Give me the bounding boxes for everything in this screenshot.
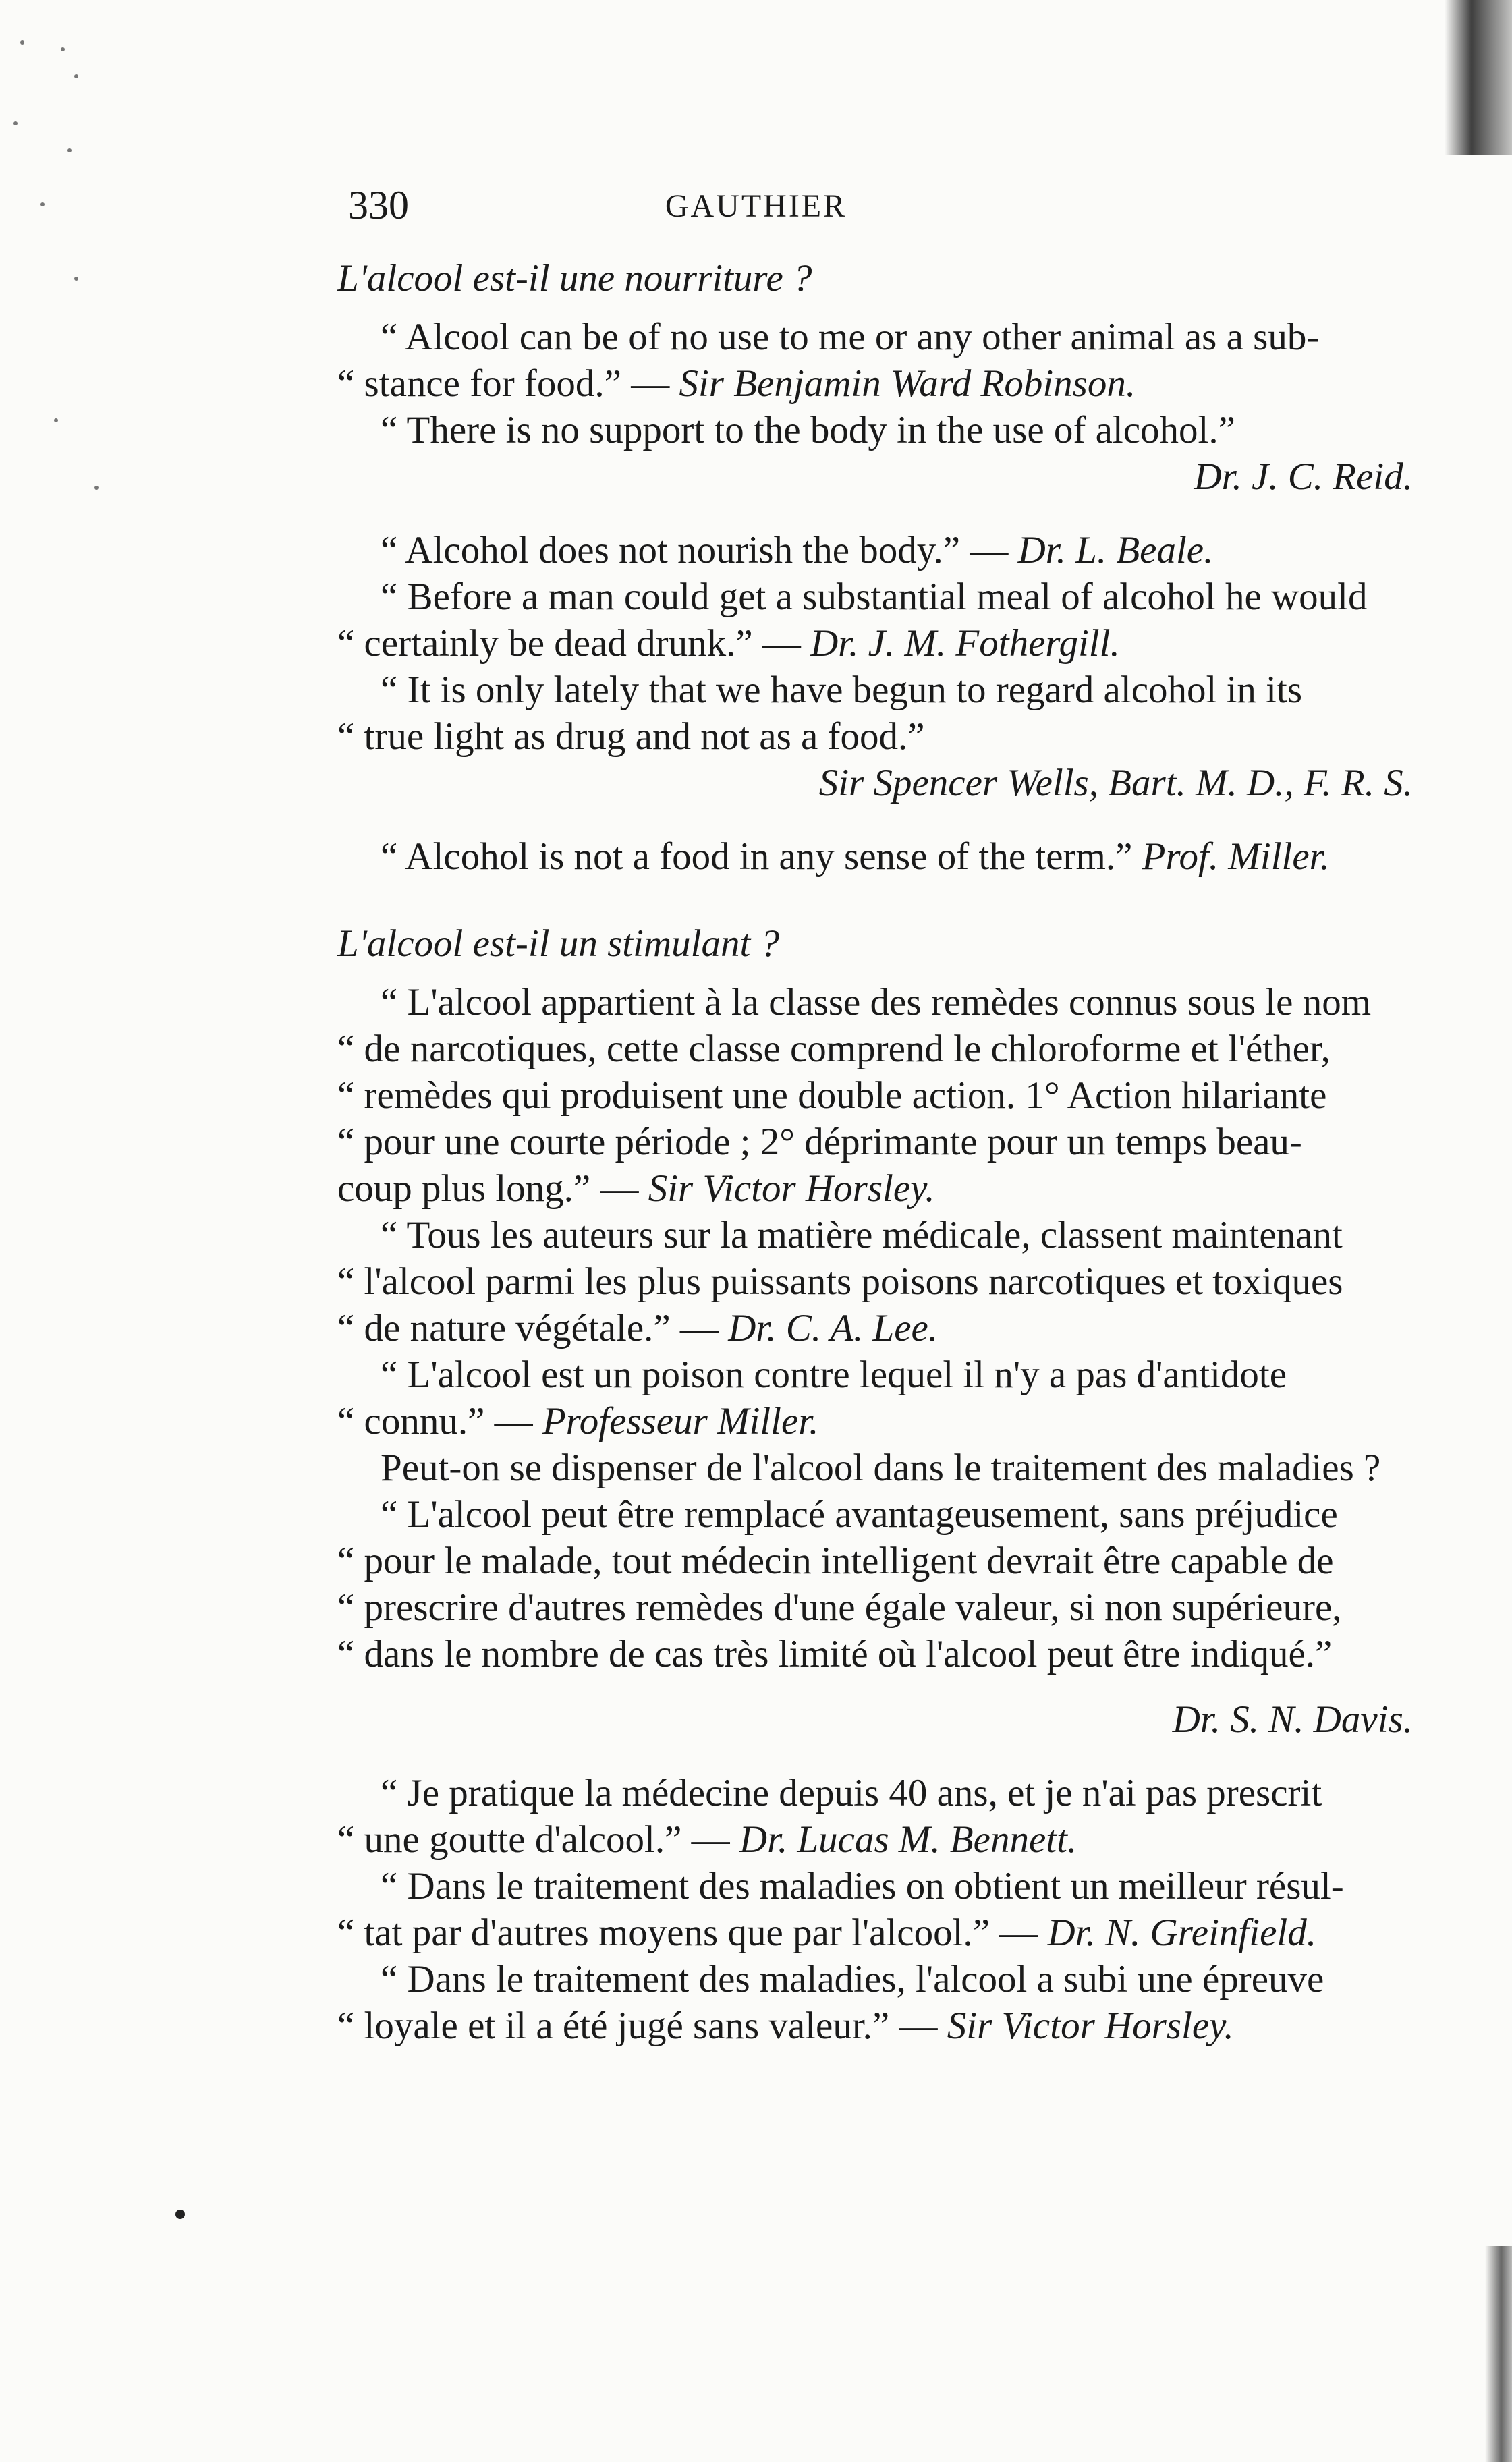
quote-miller-poison <box>337 1351 1436 1445</box>
quote-line: “ Dans le traitement des maladies, l'alcool a subi une épreuve <box>381 1958 1324 2001</box>
quote-horsley-epreuve <box>337 1956 1436 2049</box>
quote-line: “ de narcotiques, cette classe comprend le chloroforme et l'éther, <box>337 1028 1331 1070</box>
quote-line: “ Tous les auteurs sur la matière médicale, classent maintenant <box>381 1214 1343 1256</box>
quote-attribution: Dr. C. A. Lee. <box>728 1307 939 1349</box>
quote-davis <box>337 1491 1436 1677</box>
quote-attribution: Sir Benjamin Ward Robinson. <box>679 362 1136 405</box>
quote-line: “ Je pratique la médecine depuis 40 ans, et je n'ai pas prescrit <box>381 1772 1322 1814</box>
section-heading-stimulant: L'alcool est-il un stimulant ? <box>337 922 780 965</box>
page-edge-shadow-top <box>1445 0 1512 155</box>
quote-line: “ Alcool can be of no use to me or any other animal as a sub- <box>381 316 1320 358</box>
quote-reid <box>337 407 1436 453</box>
quote-horsley-narcotiques <box>337 979 1436 1212</box>
quote-fothergill <box>337 573 1436 667</box>
quote-attribution: Sir Spencer Wells, Bart. M. D., F. R. S. <box>818 762 1413 804</box>
quote-attribution: Sir Victor Horsley. <box>947 2005 1234 2047</box>
quote-robinson <box>337 314 1436 407</box>
quote-lee <box>337 1212 1436 1351</box>
quote-attribution: Prof. Miller. <box>1142 835 1330 878</box>
quote-wells <box>337 667 1436 760</box>
quote-line: “ Before a man could get a substantial meal of alcohol he would <box>381 576 1368 618</box>
quote-line: “ stance for food.” — <box>337 362 679 405</box>
page-body <box>337 255 1436 2049</box>
quote-bennett <box>337 1770 1436 1863</box>
page-header <box>0 182 1512 236</box>
quote-line: “ prescrire d'autres remèdes d'une égale valeur, si non supérieure, <box>337 1586 1342 1629</box>
quote-beale <box>337 527 1436 573</box>
quote-line: “ loyale et il a été jugé sans valeur.” — <box>337 2005 947 2047</box>
quote-attribution: Dr. N. Greinfield. <box>1047 1911 1316 1954</box>
quote-line: “ remèdes qui produisent une double action. 1° Action hilariante <box>337 1074 1327 1117</box>
quote-line: “ tat par d'autres moyens que par l'alcool.” — <box>337 1911 1048 1954</box>
quote-line: “ pour le malade, tout médecin intelligent devrait être capable de <box>337 1540 1334 1582</box>
quote-attribution: Dr. L. Beale. <box>1017 529 1214 571</box>
quote-line: “ Dans le traitement des maladies on obtient un meilleur résul- <box>381 1865 1344 1907</box>
quote-miller <box>337 833 1436 880</box>
quote-line: “ connu.” — <box>337 1400 542 1443</box>
page-edge-shadow-bottom <box>1485 2246 1512 2462</box>
quote-line: “ true light as drug and not as a food.” <box>337 715 925 758</box>
quote-line: “ Alcohol does not nourish the body.” — <box>381 529 1018 571</box>
quote-greinfield <box>337 1863 1436 1956</box>
quote-line: “ une goutte d'alcool.” — <box>337 1818 739 1861</box>
section-heading-nourriture: L'alcool est-il une nourriture ? <box>337 257 812 300</box>
quote-line: “ certainly be dead drunk.” — <box>337 622 811 665</box>
quote-attribution: Sir Victor Horsley. <box>648 1167 935 1210</box>
quote-line: “ L'alcool peut être remplacé avantageusement, sans préjudice <box>381 1493 1338 1536</box>
running-title: GAUTHIER <box>665 188 847 224</box>
quote-line: “ It is only lately that we have begun to regard alcohol in its <box>381 669 1303 711</box>
quote-line: coup plus long.” — <box>337 1167 648 1210</box>
quote-line: “ Alcohol is not a food in any sense of the term.” <box>381 835 1142 878</box>
margin-specks <box>0 0 135 607</box>
quote-attribution: Dr. J. C. Reid. <box>1194 455 1413 498</box>
quote-line: “ de nature végétale.” — <box>337 1307 729 1349</box>
question-paragraph: Peut-on se dispenser de l'alcool dans le traitement des maladies ? <box>381 1447 1381 1489</box>
quote-line: “ There is no support to the body in the use of alcohol.” <box>381 409 1235 451</box>
quote-attribution: Dr. J. M. Fothergill. <box>810 622 1120 665</box>
ink-speck <box>175 2210 185 2219</box>
quote-line: “ pour une courte période ; 2° déprimante pour un temps beau- <box>337 1121 1302 1163</box>
page-number: 330 <box>348 183 409 227</box>
quote-line: “ L'alcool est un poison contre lequel il n'y a pas d'antidote <box>381 1353 1287 1396</box>
quote-line: “ dans le nombre de cas très limité où l'alcool peut être indiqué.” <box>337 1633 1333 1675</box>
quote-line: “ L'alcool appartient à la classe des remèdes connus sous le nom <box>381 981 1372 1024</box>
quote-attribution: Dr. S. N. Davis. <box>1172 1698 1413 1741</box>
quote-attribution: Professeur Miller. <box>542 1400 819 1443</box>
quote-line: “ l'alcool parmi les plus puissants poisons narcotiques et toxiques <box>337 1260 1343 1303</box>
quote-attribution: Dr. Lucas M. Bennett. <box>739 1818 1077 1861</box>
